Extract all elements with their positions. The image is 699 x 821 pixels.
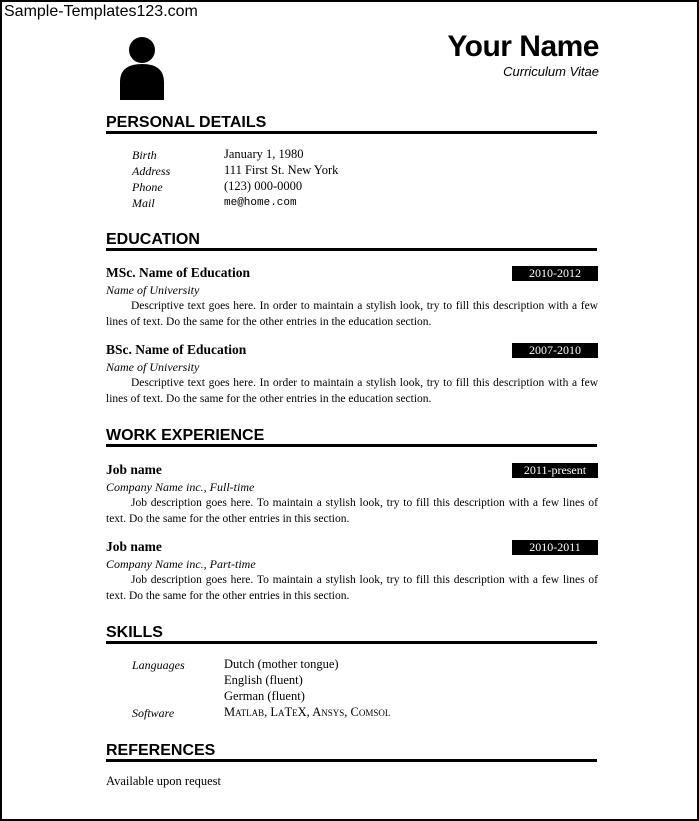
address-value: 111 First St. New York [224, 163, 339, 177]
section-rule [106, 759, 597, 762]
education-entry-title: MSc. Name of Education [106, 265, 250, 280]
section-title-references: REFERENCES [106, 742, 216, 759]
address-label: Address [132, 164, 171, 178]
language-item: German (fluent) [224, 689, 305, 703]
software-label: Software [132, 706, 175, 720]
section-title-education: EDUCATION [106, 231, 200, 248]
page-title: Your Name [447, 30, 599, 63]
section-rule [106, 641, 597, 644]
section-rule [106, 248, 597, 251]
birth-value: January 1, 1980 [224, 147, 304, 161]
work-entry-subtitle: Company Name inc., Full-time [106, 480, 255, 494]
avatar-icon [117, 34, 167, 100]
work-entry-description: Job description goes here. To maintain a stylish look, try to fill this description with a few lines of text. Do the same for the other entries in this section. [106, 497, 598, 525]
education-entry-subtitle: Name of University [106, 283, 200, 297]
mail-label: Mail [132, 196, 155, 210]
education-entry-title: BSc. Name of Education [106, 342, 247, 357]
software-value: Matlab, LaTeX, Ansys, Comsol [224, 705, 391, 719]
birth-label: Birth [132, 148, 157, 162]
section-rule [106, 444, 597, 447]
education-entry-description: Descriptive text goes here. In order to maintain a stylish look, try to fill this description with a few lines of text. Do the same for the other entries in the education section. [106, 300, 598, 328]
section-title-work: WORK EXPERIENCE [106, 427, 265, 444]
date-badge: 2011-present [512, 463, 598, 478]
work-entry-title: Job name [106, 462, 162, 477]
languages-label: Languages [132, 658, 185, 672]
work-entry-title: Job name [106, 539, 162, 554]
work-entry-subtitle: Company Name inc., Part-time [106, 557, 256, 571]
education-entry-description: Descriptive text goes here. In order to maintain a stylish look, try to fill this description with a few lines of text. Do the same for the other entries in the education section. [106, 377, 598, 405]
watermark: Sample-Templates123.com [4, 3, 198, 20]
language-item: English (fluent) [224, 673, 303, 687]
section-rule [106, 131, 597, 134]
mail-value[interactable]: me@home.com [224, 197, 297, 209]
phone-value: (123) 000-0000 [224, 179, 303, 193]
work-entry-description: Job description goes here. To maintain a stylish look, try to fill this description with a few lines of text. Do the same for the other entries in this section. [106, 574, 598, 602]
education-entry-subtitle: Name of University [106, 360, 200, 374]
date-badge: 2010-2012 [512, 266, 598, 281]
language-item: Dutch (mother tongue) [224, 657, 339, 671]
date-badge: 2007-2010 [512, 343, 598, 358]
phone-label: Phone [132, 180, 163, 194]
section-title-skills: SKILLS [106, 624, 163, 641]
references-text: Available upon request [106, 774, 222, 788]
date-badge: 2010-2011 [512, 540, 598, 555]
page-subtitle: Curriculum Vitae [503, 64, 599, 79]
section-title-personal: PERSONAL DETAILS [106, 114, 267, 131]
